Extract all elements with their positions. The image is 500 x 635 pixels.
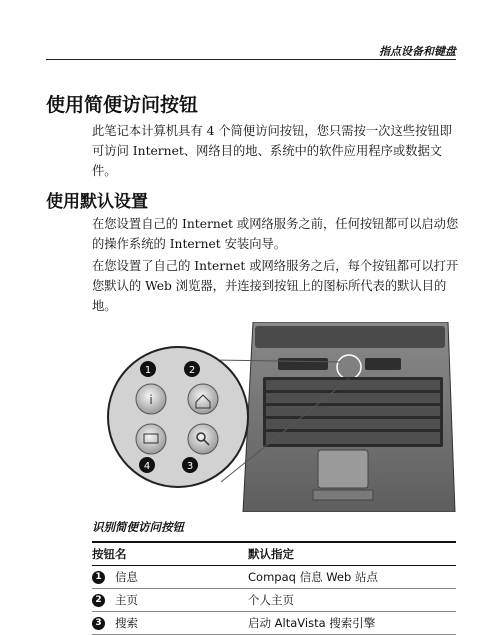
svg-text:2: 2: [188, 365, 196, 376]
header-divider: [46, 59, 456, 60]
svg-text:4: 4: [143, 461, 151, 472]
table-header-row: [92, 541, 456, 566]
home-button-icon: [188, 384, 218, 414]
touchpad: [318, 450, 368, 488]
default-paragraph-2: 在您设置了自己的 Internet 或网络服务之后，每个按钮都可以打开您默认的 Web 浏览器，并连接到按钮上的图标所代表的默认目的地。: [92, 259, 459, 313]
default-assignment: 个人主页: [248, 593, 294, 607]
svg-text:3: 3: [186, 461, 194, 472]
laptop-illustration: [103, 322, 458, 512]
header-button-name: 按钮名: [92, 547, 127, 561]
button-zoom-circle: [108, 347, 248, 487]
section-heading-default-settings: 使用默认设置: [46, 192, 148, 212]
keyboard-keys: [266, 380, 440, 444]
row-number: 3: [92, 617, 105, 630]
search-button-icon: [188, 424, 218, 454]
header-default-assignment: 默认指定: [248, 547, 294, 561]
svg-text:1: 1: [144, 365, 152, 376]
default-assignment: Compaq 信息 Web 站点: [248, 570, 378, 584]
row-number: 2: [92, 594, 105, 607]
callout-4: [139, 457, 155, 473]
table-caption: 识别简便访问按钮: [92, 520, 184, 534]
mail-button-icon: [136, 424, 166, 454]
svg-text:i: i: [149, 393, 153, 407]
laptop-figure: [103, 322, 458, 512]
page-header-title: 指点设备和键盘: [379, 45, 456, 58]
default-paragraph-1: 在您设置自己的 Internet 或网络服务之前，任何按钮都可以启动您的操作系统的 Internet 安装向导。: [92, 217, 459, 251]
button-name: 信息: [115, 570, 138, 584]
button-name: 主页: [115, 593, 138, 607]
hinge: [255, 326, 445, 348]
easy-access-table: [92, 541, 456, 635]
button-name: 搜索: [115, 616, 138, 630]
table-row: [92, 589, 456, 612]
table-row: [92, 612, 456, 635]
callout-3: [182, 457, 198, 473]
callout-2: [184, 361, 200, 377]
default-assignment: 启动 AltaVista 搜索引擎: [248, 616, 376, 630]
intro-paragraph: 此笔记本计算机具有 4 个简便访问按钮，您只需按一次这些按钮即可访问 Internet、网络目的地、系统中的软件应用程序或数据文件。: [92, 124, 452, 178]
row-number: 1: [92, 571, 105, 584]
table-row: [92, 566, 456, 589]
callout-1: [140, 361, 156, 377]
section-heading-easy-access: 使用简便访问按钮: [46, 94, 199, 116]
touchpad-buttons: [313, 490, 373, 500]
